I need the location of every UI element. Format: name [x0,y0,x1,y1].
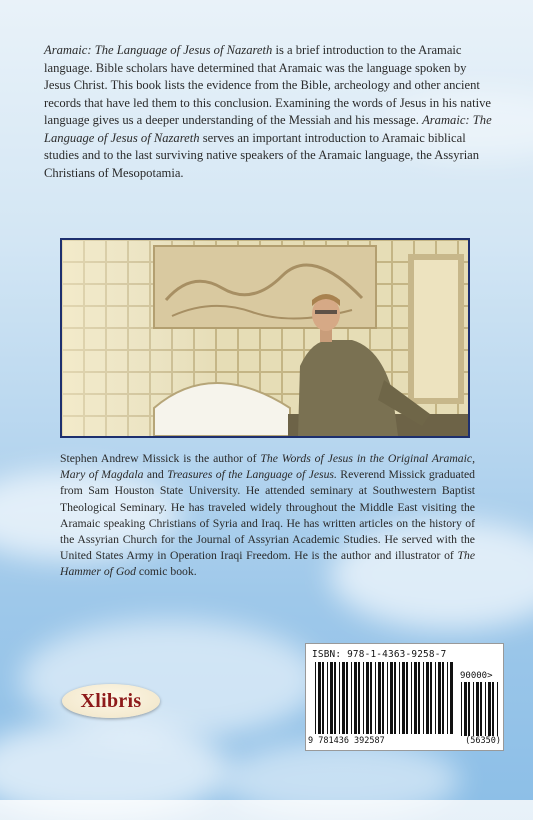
barcode-bar [327,662,328,734]
bio-text: Reverend Missick graduated from Sam Houston State University. He attended seminary at Southwestern Baptist Theological Seminary. He has traveled widely throughout the Middle East visiting the Aramaic speaking Christians of Syria and Iraq. He has written articles on the history of the Assyrian Church for the Journal of Assyrian Academic Studies. He served with the United States Army in Operation Iraqi Freedom. He is the author and illustrator of [60,468,475,563]
barcode-bar [358,662,360,734]
barcode-digits: 9 781436 392587 [308,736,385,746]
barcode-bar [476,682,479,736]
barcode-bar [418,662,420,734]
author-photo-illustration [62,240,468,436]
barcode-bar [497,682,498,736]
barcode-bar [387,662,388,734]
isbn-barcode [305,643,504,751]
barcode-bar [354,662,357,734]
author-biography [60,451,475,581]
barcode-bar [322,662,324,734]
barcode-bar [394,662,396,734]
publisher-logo [62,684,160,718]
barcode-bar [423,662,424,734]
barcode-bar [438,662,441,734]
book-title: Treasures of the Language of Jesus. [167,468,337,482]
bio-text: Stephen Andrew Missick is the author of [60,452,261,465]
barcode-bar [461,682,462,736]
barcode-bar [351,662,352,734]
barcode-bar [411,662,412,734]
barcode-bar [485,682,486,736]
barcode-bar [370,662,372,734]
book-title: Aramaic: The Language of Jesus of Nazareth [44,113,492,145]
barcode-bar [342,662,345,734]
price-code: 90000> [460,671,493,681]
barcode-bar [378,662,381,734]
barcode-supplement-digits: (56350) [465,736,501,746]
barcode-bar [334,662,336,734]
barcode-bar [315,662,316,734]
bio-text: comic book. [135,565,197,579]
barcode-bar [488,682,491,736]
barcode-bar [330,662,333,734]
barcode-bar [430,662,432,734]
barcode-bar [468,682,470,736]
barcode-bar [492,682,494,736]
barcode-bar [435,662,436,734]
barcode-bars [314,662,456,734]
isbn-label: ISBN: 978-1-4363-9258-7 [312,649,447,660]
barcode-bar [406,662,408,734]
barcode-bar [442,662,444,734]
barcode-bar [375,662,376,734]
barcode-bar [464,682,467,736]
barcode-bar [399,662,400,734]
barcode-bar [450,662,453,734]
barcode-bar [426,662,429,734]
cloud [220,740,460,820]
book-title: The Words of Jesus in the Original Aramaic, Mary of Magdala [60,452,476,482]
book-description [44,42,496,182]
barcode-bar [363,662,364,734]
barcode-bar [382,662,384,734]
barcode-bar [390,662,393,734]
author-photo [60,238,470,438]
barcode-bar [346,662,348,734]
barcode-supplement-bars [460,682,500,736]
publisher-logo-text: Xlibris [80,689,142,712]
book-title: Aramaic: The Language of Jesus of Nazareth [44,43,273,57]
barcode-bar [480,682,482,736]
barcode-bar [366,662,369,734]
bio-text: and [143,468,168,482]
barcode-bar [339,662,340,734]
description-text: is a brief introduction to the Aramaic language. Bible scholars have determined that Aramaic was the language spoken by Jesus Christ. This book lists the evidence from the Bible, archeology and other ancient records that have led them to this conclusion. Examining the words of Jesus in his native language gives us a deeper understanding of the Messiah and his message. [44,43,491,127]
barcode-bar [473,682,474,736]
barcode-bar [414,662,417,734]
barcode-bar [402,662,405,734]
barcode-bar [318,662,321,734]
description-text: serves an important introduction to Aramaic biblical studies and to the last surviving native speakers of the Aramaic language, the Assyrian Christians of Mesopotamia. [44,130,480,180]
barcode-bar [447,662,448,734]
book-title: The Hammer of God [60,549,475,579]
